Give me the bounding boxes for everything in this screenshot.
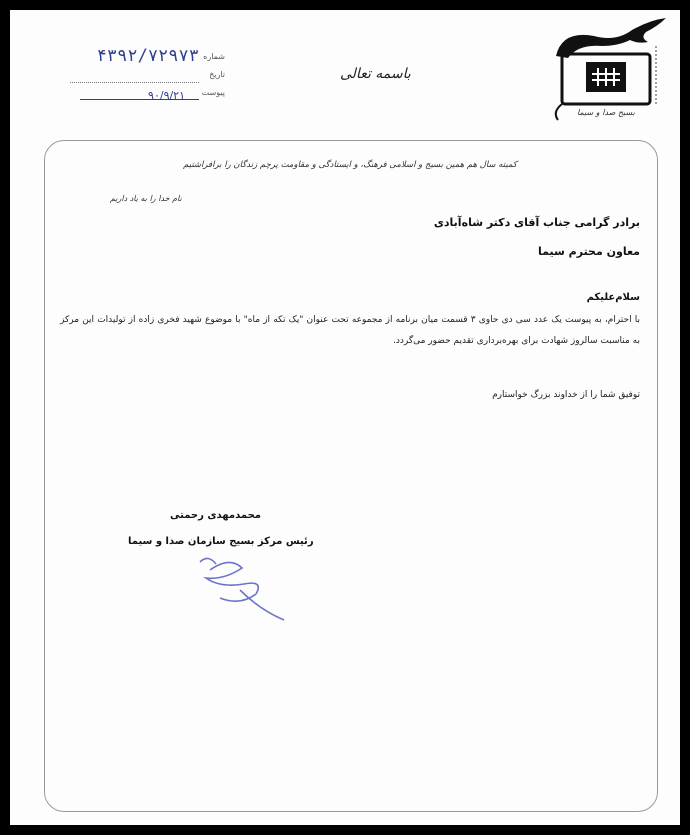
letter-number: ۴۳۹۲/۷۲۹۷۳ [96,46,199,66]
handwritten-note: نام خدا را به یاد داریم [110,194,182,203]
letter-frame [44,140,658,812]
number-label: شماره [203,52,225,61]
letter-meta [70,48,225,102]
date-dotted-line [70,82,199,83]
signer-name: محمدمهدی رحمتی [170,510,261,521]
meta-date-row [70,66,225,84]
letter-page [10,10,680,825]
closing-line: توفیق شما را از خداوند بزرگ خواستارم [492,390,640,400]
signer-title: رئیس مرکز بسیج سازمان صدا و سیما [128,536,314,547]
meta-number-row [70,48,225,66]
letter-body: با احترام، به پیوست یک عدد سی دی حاوی ۳ قسمت میان برنامه از مجموعه تحت عنوان "یک تکه از ماه" با موضوع شهید فخری زاده از تولیدات این مرکز به مناسبت سالروز شهادت برای بهره‌برداری تقدیم حضور می‌گردد. [60,315,640,346]
date-label: تاریخ [209,70,225,79]
meta-attachment-row [70,84,225,102]
letter-date: ۹۰/۹/۲۱ [148,89,185,102]
greeting: سلام‌علیکم [586,292,640,303]
organization-subtitle: بسیج صدا و سیما [577,108,635,117]
addressee-name: برادر گرامی جناب آقای دکتر شاه‌آبادی [433,216,640,229]
date-underline [80,99,199,100]
handwritten-signature [180,550,290,625]
addressee-title: معاون محترم سیما [538,245,640,258]
letter-motto: کمیته سال هم همین بسیج و اسلامی فرهنگ، و ایستادگی و مقاومت پرچم زندگان را برافراشتیم [183,160,517,170]
attachment-label: پیوست [201,88,225,97]
basmala-heading: باسمه تعالی [340,66,411,82]
